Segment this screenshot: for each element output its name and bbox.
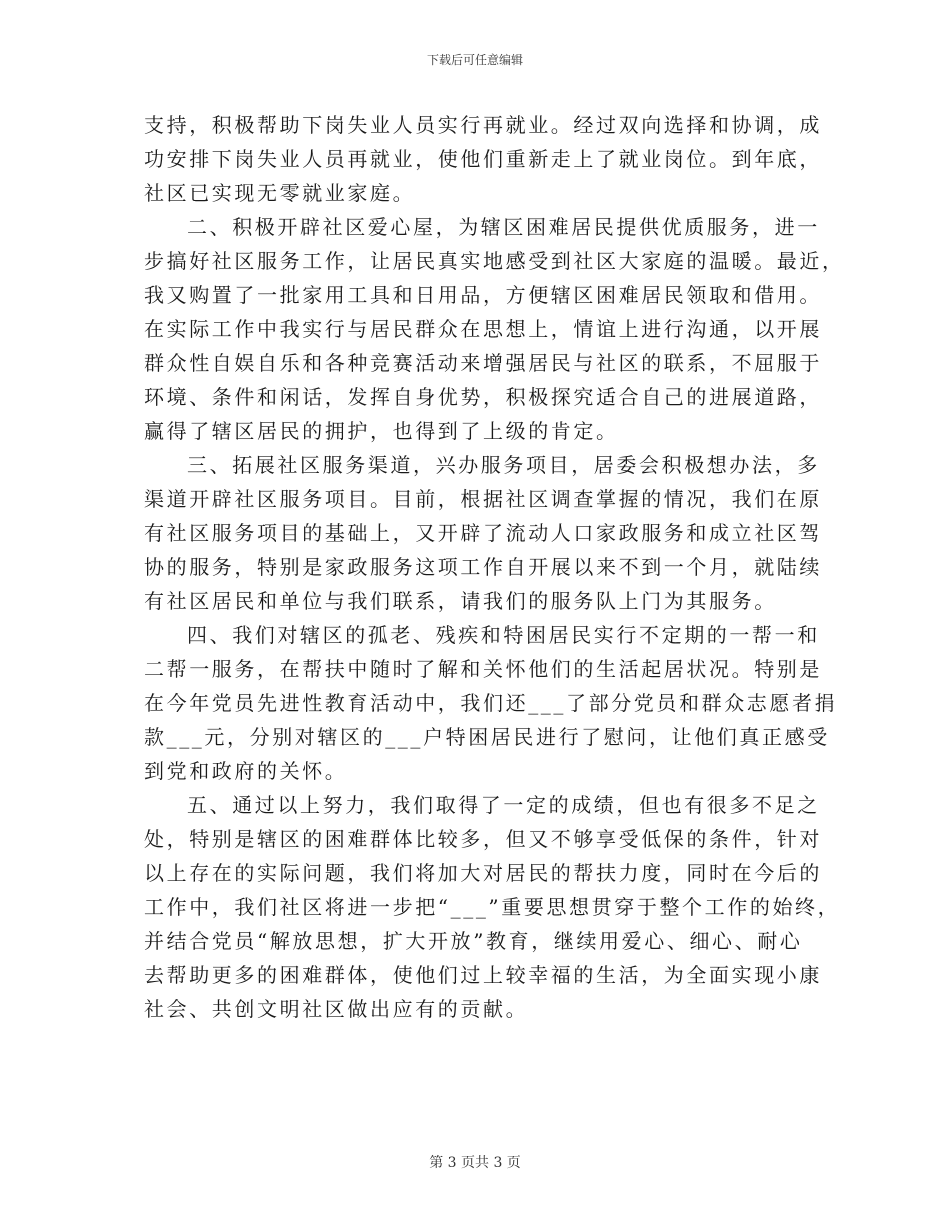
text-line: 我又购置了一批家用工具和日用品，方便辖区困难居民领取和借用。 bbox=[144, 283, 822, 307]
paragraph-5 bbox=[144, 788, 841, 1026]
text-line: 赢得了辖区居民的拥护，也得到了上级的肯定。 bbox=[144, 419, 619, 443]
text-line: 支持，积极帮助下岗失业人员实行再就业。经过双向选择和协调，成 bbox=[144, 113, 822, 137]
text-line: 到党和政府的关怀。 bbox=[144, 759, 348, 783]
text-line: 环境、条件和闲话，发挥自身优势，积极探究适合自己的进展道路， bbox=[144, 385, 822, 409]
text-line: 工作中，我们社区将进一步把“___”重要思想贯穿于整个工作的始终， bbox=[144, 895, 841, 919]
text-line: 以上存在的实际问题，我们将加大对居民的帮扶力度，同时在今后的 bbox=[144, 861, 822, 885]
text-line: 有社区居民和单位与我们联系，请我们的服务队上门为其服务。 bbox=[144, 589, 777, 613]
text-line: 二帮一服务，在帮扶中随时了解和关怀他们的生活起居状况。特别是 bbox=[144, 657, 822, 681]
paragraph-2 bbox=[144, 210, 845, 448]
paragraph-4 bbox=[144, 618, 838, 788]
text-line: 四、我们对辖区的孤老、残疾和特困居民实行不定期的一帮一和 bbox=[187, 623, 820, 647]
text-line: 在今年党员先进性教育活动中，我们还___了部分党员和群众志愿者捐 bbox=[144, 691, 838, 715]
paragraph-3 bbox=[144, 448, 822, 618]
page-header: 下载后可任意编辑 bbox=[426, 53, 523, 67]
text-line: 处，特别是辖区的困难群体比较多，但又不够享受低保的条件，针对 bbox=[144, 827, 822, 851]
text-line: 款___元，分别对辖区的___户特困居民进行了慰问，让他们真正感受 bbox=[144, 725, 830, 749]
text-line: 功安排下岗失业人员再就业，使他们重新走上了就业岗位。到年底， bbox=[144, 147, 822, 171]
text-line: 二、积极开辟社区爱心屋，为辖区困难居民提供优质服务，进一 bbox=[187, 215, 820, 239]
text-line: 五、通过以上努力，我们取得了一定的成绩，但也有很多不足之 bbox=[187, 793, 820, 817]
text-line: 并结合党员“解放思想，扩大开放”教育，继续用爱心、细心、耐心 bbox=[144, 929, 803, 953]
page-footer: 第 3 页共 3 页 bbox=[429, 1155, 521, 1171]
text-line: 有社区服务项目的基础上，又开辟了流动人口家政服务和成立社区驾 bbox=[144, 521, 822, 545]
text-line: 渠道开辟社区服务项目。目前，根据社区调查掌握的情况，我们在原 bbox=[144, 487, 822, 511]
text-line: 三、拓展社区服务渠道，兴办服务项目，居委会积极想办法，多 bbox=[187, 453, 820, 477]
text-line: 群众性自娱自乐和各种竞赛活动来增强居民与社区的联系，不屈服于 bbox=[144, 351, 822, 375]
text-line: 社会、共创文明社区做出应有的贡献。 bbox=[144, 997, 529, 1021]
text-line: 社区已实现无零就业家庭。 bbox=[144, 181, 416, 205]
paragraph-1 bbox=[144, 108, 822, 210]
text-line: 在实际工作中我实行与居民群众在思想上，情谊上进行沟通，以开展 bbox=[144, 317, 822, 341]
document-body bbox=[144, 108, 845, 1026]
text-line: 步搞好社区服务工作，让居民真实地感受到社区大家庭的温暖。最近， bbox=[144, 249, 845, 273]
text-line: 协的服务，特别是家政服务这项工作自开展以来不到一个月，就陆续 bbox=[144, 555, 822, 579]
text-line: 去帮助更多的困难群体，使他们过上较幸福的生活，为全面实现小康 bbox=[144, 963, 822, 987]
